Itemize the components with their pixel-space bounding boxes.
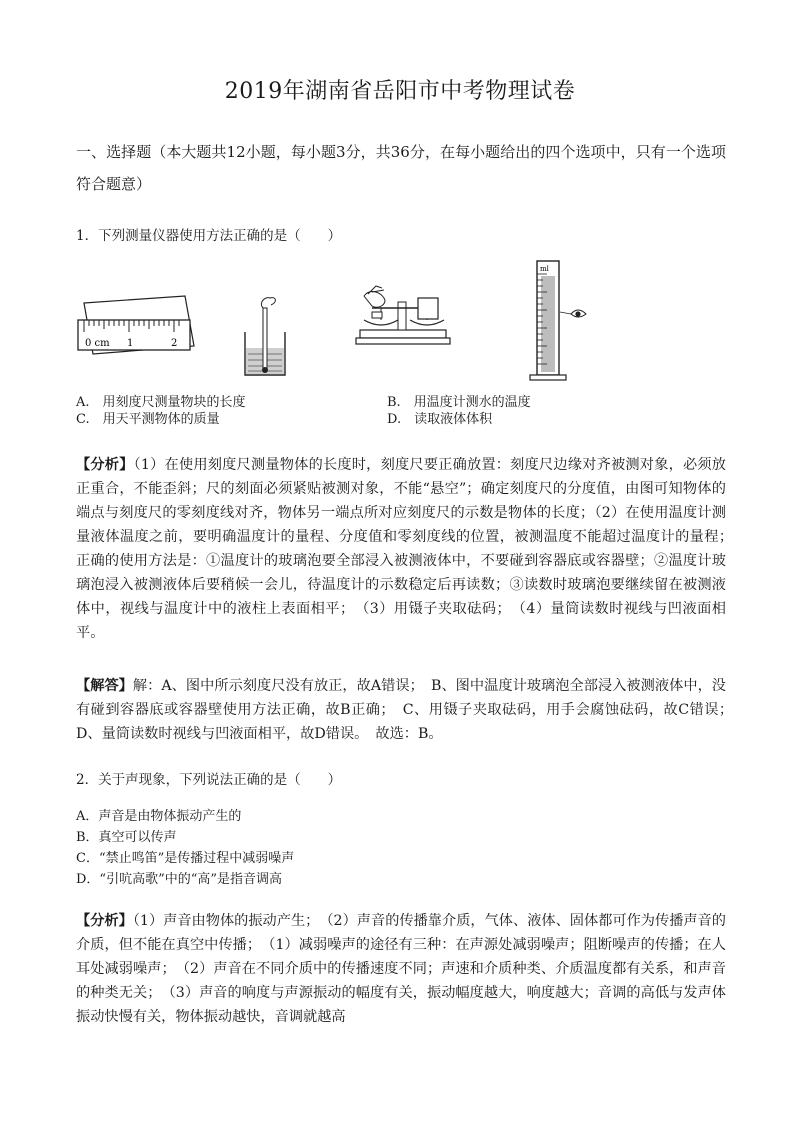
q2-option-a: A．声音是由物体振动产生的 xyxy=(76,809,242,824)
q2-option-d: D．“引吭高歌”中的“高”是指音调高 xyxy=(76,872,283,887)
section-heading: 一、选择题（本大题共12小题，每小题3分，共36分，在每小题给出的四个选项中，只有一个选项符合题意） xyxy=(76,143,726,193)
q2-option-c: C．“禁止鸣笛”是传播过程中减弱噪声 xyxy=(76,851,295,866)
q1-analysis xyxy=(76,453,741,645)
q1-option-b: B. 用温度计测水的温度 xyxy=(387,395,531,410)
q1-option-d: D. 读取液体体积 xyxy=(387,412,493,427)
question-2-stem: 2．关于声现象，下列说法正确的是（ ） xyxy=(76,772,342,788)
graduated-cylinder-figure xyxy=(530,261,586,380)
q1-option-a: A. 用刻度尺测量物块的长度 xyxy=(76,395,246,410)
q2-analysis xyxy=(76,909,726,1029)
balance-figure xyxy=(356,286,450,344)
answer-tag: 【解答】 xyxy=(76,678,133,694)
analysis-tag: 【分析】 xyxy=(76,457,134,473)
answer-text: 解：A、图中所示刻度尺没有放正，故A错误； B、图中温度计玻璃泡全部浸入被测液体中，没有碰到容器底或容器壁使用方法正确，故B正确； C、用镊子夹取砝码，用手会腐蚀砝码，故C错误； D、量筒读数时视线与凹液面相平，故D错误。 故选：B。 xyxy=(76,678,741,742)
cylinder-unit-label: ml xyxy=(540,265,549,273)
analysis-tag: 【分析】 xyxy=(76,913,133,929)
q1-answer xyxy=(76,674,741,746)
ruler-label-two: 2 xyxy=(171,338,178,349)
analysis-text: （1）声音由物体的振动产生； （2）声音的传播靠介质，气体、液体、固体都可作为传播声音的介质，但不能在真空中传播； （1）减弱噪声的途径有三种：在声源处减弱噪声；阻断噪声的传播；在人耳处减弱噪声； （2）声音在不同介质中的传播速度不同；声速和介质种类、介质温度都有关系，和声音的种类无关； （3）声音的响度与声源振动的幅度有关，振动幅度越大，响度越大；音调的高低与发声体振动快慢有关，物体振动越快，音调就越高 xyxy=(76,913,726,1025)
question-1-figures xyxy=(0,258,800,388)
ruler-label-zero: 0 cm xyxy=(85,338,110,349)
q1-option-c: C. 用天平测物体的质量 xyxy=(76,412,220,427)
thermometer-beaker-figure xyxy=(245,298,285,375)
question-1-stem: 1．下列测量仪器使用方法正确的是（ ） xyxy=(76,228,342,244)
page-title: 2019年湖南省岳阳市中考物理试卷 xyxy=(224,79,576,104)
q2-option-b: B．真空可以传声 xyxy=(76,830,177,845)
ruler-figure xyxy=(78,296,194,354)
analysis-text: （1）在使用刻度尺测量物体的长度时，刻度尺要正确放置：刻度尺边缘对齐被测对象，必须放正重合，不能歪斜；尺的刻面必须紧贴被测对象，不能“悬空”；确定刻度尺的分度值，由图可知物体的端点与刻度尺的零刻度线对齐，物体另一端点所对应刻度尺的示数是物体的长度；（2）在使用温度计测量液体温度之前，要明确温度计的量程、分度值和零刻度线的位置，被测温度不能超过温度计的量程； 正确的使用方法是：①温度计的玻璃泡要全部浸入被测液体中，不要碰到容器底或容器壁；②温度计玻璃泡浸入被测液体后要稍候一会儿，待温度计的示数稳定后再读数；③读数时玻璃泡要继续留在被测液体中，视线与温度计中的液柱上表面相平； （3）用镊子夹取砝码； （4）量筒读数时视线与凹液面相平。 xyxy=(76,457,741,641)
ruler-label-one: 1 xyxy=(127,338,134,349)
